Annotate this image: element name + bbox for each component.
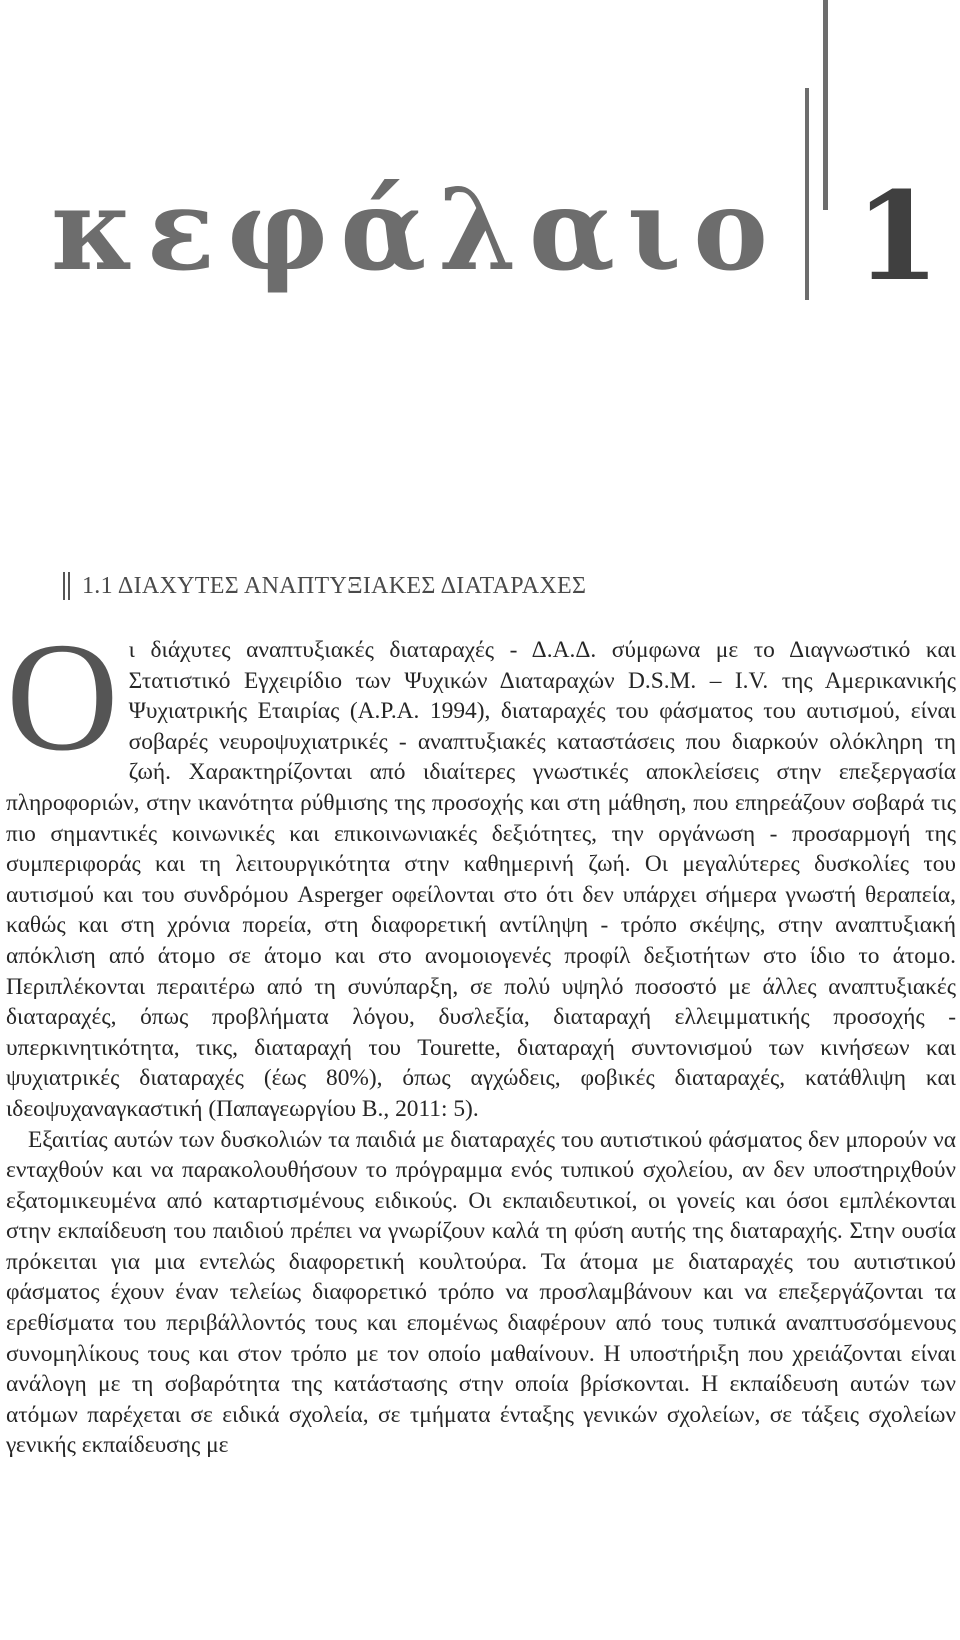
- chapter-divider-long: [823, 0, 828, 210]
- body-text: [6, 610, 956, 1461]
- drop-cap: Ο: [6, 610, 119, 783]
- section-marker-bar: [68, 572, 70, 600]
- paragraph-1: [6, 610, 956, 1125]
- chapter-divider-short: [805, 88, 809, 300]
- paragraph-2: Εξαιτίας αυτών των δυσκολιών τα παιδιά με διαταραχές του αυτιστικού φάσματος δεν μπορούν να ενταχθούν και να παρακολουθήσουν το πρόγραμμα ενός τυπικού σχολείου, αν δεν υποστηριχθούν εξατομικευμένα από καταρτισμένους ειδικούς. Οι εκπαιδευτικοί, οι γονείς και όσοι εμπλέκονται στην εκπαίδευση του παιδιού πρέπει να γνωρίζουν καλά τη φύση αυτής της διαταραχής. Στην ουσία πρόκειται για μια εντελώς διαφορετική κουλτούρα. Τα άτομα με διαταραχές του αυτιστικού φάσματος έχουν έναν τελείως διαφορετικό τρόπο να προσλαμβάνουν και να επεξεργάζονται τα ερεθίσματα του περιβάλλοντός τους και επομένως διαφέρουν από τους τυπικά αναπτυσσόμενους συνομηλίκους τους και στον τρόπο με τον οποίο μαθαίνουν. Η υποστήριξη που χρειάζονται είναι ανάλογη με τη σοβαρότητα της κατάστασης στην οποία βρίσκονται. Η εκπαίδευση αυτών των ατόμων παρέχεται σε ειδικά σχολεία, σε τμήματα ένταξης γενικών σχολείων, σε τάξεις σχολείων γενικής εκπαίδευσης με: [6, 1126, 956, 1459]
- chapter-title: κεφάλαιο: [50, 165, 780, 296]
- section-heading-text: 1.1 ΔΙΑΧΥΤΕΣ ΑΝΑΠΤΥΞΙΑΚΕΣ ΔΙΑΤΑΡΑΧΕΣ: [82, 572, 587, 599]
- section-heading: [63, 572, 586, 600]
- section-marker: [63, 572, 70, 600]
- section-marker-bar: [63, 572, 65, 600]
- paragraph-1-text: ι διάχυτες αναπτυξιακές διαταραχές - Δ.Α.Δ. σύμφωνα με το Διαγνωστικό και Στατιστικό Εγχειρίδιο των Ψυχικών Διαταραχών D.S.M. – I.V. της Αμερικανικής Ψυχιατρικής Εταιρίας (Α.Ρ.Α. 1994), διαταραχές του φάσματος του αυτισμού, είναι σοβαρές νευροψυχιατρικές - αναπτυξιακές καταστάσεις που διαρκούν ολόκληρη τη ζωή. Χαρακτηρίζονται από ιδιαίτερες γνωστικές αποκλείσεις στην επεξεργασία πληροφοριών, στην ικανότητα ρύθμισης της προσοχής και στη μάθηση, που επηρεάζουν σοβαρά τις πιο σημαντικές κοινωνικές και επικοινωνιακές δεξιότητες, την οργάνωση - προσαρμογή της συμπεριφοράς και τη λειτουργικότητα στην καθημερινή ζωή. Οι μεγαλύτερες δυσκολίες του αυτισμού και του συνδρόμου Asperger οφείλονται στο ότι δεν υπάρχει σήμερα γνωστή θεραπεία, καθώς και στη χρόνια πορεία, στη διαφορετική αντίληψη - τρόπο σκέψης, στην αναπτυξιακή απόκλιση από άτομο σε άτομο και στο ανομοιογενές προφίλ δεξιοτήτων στο ίδιο το άτομο. Περιπλέκονται περαιτέρω από τη συνύπαρξη, σε πολύ υψηλό ποσοστό με άλλες αναπτυξιακές διαταραχές, όπως προβλήματα λόγου, δυσλεξία, διαταραχή ελλειμματικής προσοχής - υπερκινητικότητα, τικς, διαταραχή του Tourette, διαταραχή συντονισμού των κινήσεων και ψυχιατρικές διαταραχές (έως 80%), όπως αγχώδεις, φοβικές διαταραχές, κατάθλιψη και ιδεοψυχαναγκαστική (Παπαγεωργίου Β., 2011: 5).: [6, 637, 956, 1122]
- chapter-number: 1: [855, 164, 940, 308]
